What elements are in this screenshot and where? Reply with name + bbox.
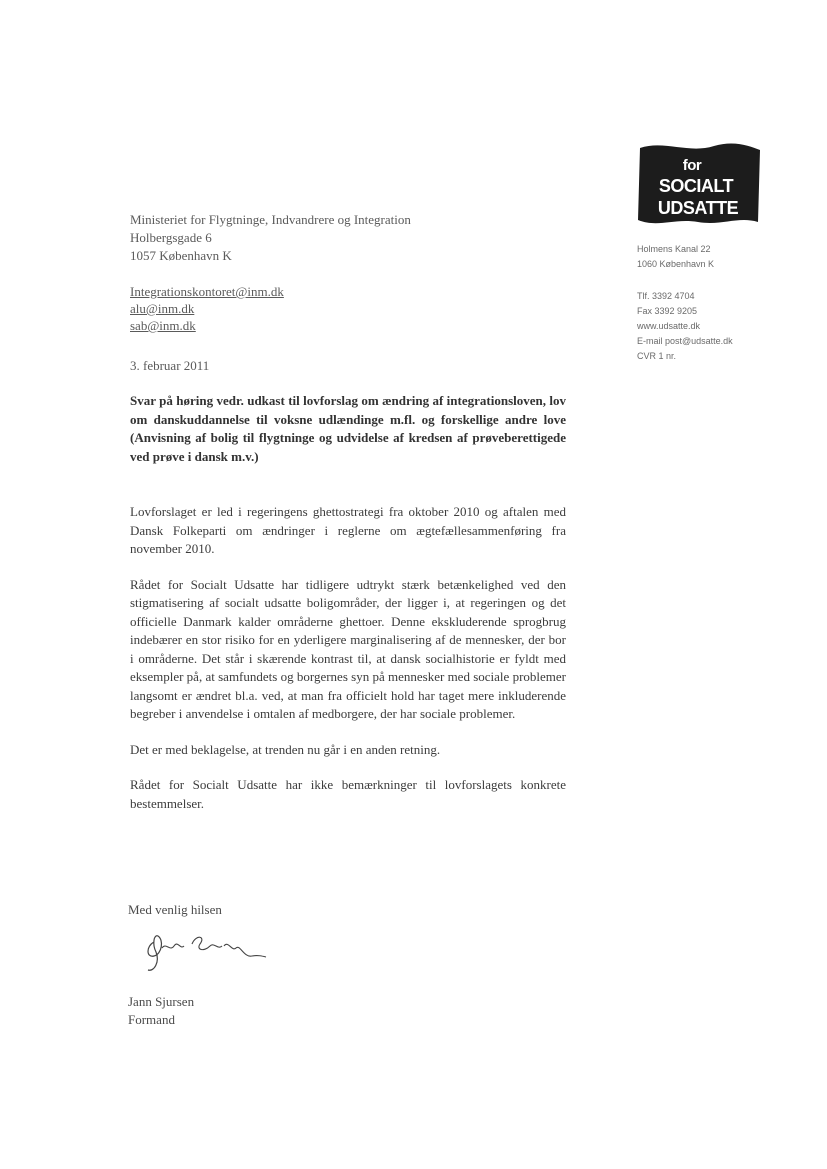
recipient-address <box>130 211 411 265</box>
email-link[interactable]: Integrationskontoret@inm.dk <box>130 284 284 299</box>
email-link[interactable]: sab@inm.dk <box>130 318 196 333</box>
body-paragraph: Det er med beklagelse, at trenden nu går i en anden retning. <box>130 741 441 757</box>
logo-word-socialt: SOCIALT <box>658 176 734 196</box>
sender-address-line2: 1060 København K <box>637 259 715 269</box>
recipient-city: 1057 København K <box>130 248 232 263</box>
recipient-street: Holbergsgade 6 <box>130 230 212 245</box>
sender-address-line1: Holmens Kanal 22 <box>637 244 711 254</box>
recipient-name: Ministeriet for Flygtninge, Indvandrere og Integration <box>130 212 411 227</box>
signer-name: Jann Sjursen <box>128 994 195 1009</box>
signer-title: Formand <box>128 1012 175 1027</box>
sender-email[interactable]: E-mail post@udsatte.dk <box>637 336 733 346</box>
body-paragraph: Rådet for Socialt Udsatte har tidligere udtrykt stærk betænkelighed ved den stigmatisering af socialt udsatte boligområder, der ligger i, at regeringen og det officielle Danmark kalder områderne ghettoer. Denne ekskluderende sprogbrug indebærer en stor risiko for en yderligere marginalisering af de mennesker, der bor i områderne. Det står i skærende kontrast til, at dansk socialhistorie er fyldt med eksempler på, at samfundets og borgernes syn på mennesker med sociale problemer langsomt er ændret bl.a. ved, at man fra officielt hold har taget mere inkluderende begreber i anvendelse i omtalen af medborgere, der har sociale problemer. <box>130 576 566 721</box>
sender-fax: Fax 3392 9205 <box>637 306 698 316</box>
sender-phone: Tlf. 3392 4704 <box>637 291 695 301</box>
logo-word-udsatte: UDSATTE <box>657 198 739 218</box>
closing-phrase: Med venlig hilsen <box>128 902 222 917</box>
sender-ref: CVR 1 nr. <box>637 351 677 361</box>
recipient-emails <box>130 283 284 334</box>
sender-info <box>637 242 733 364</box>
signer-block <box>128 993 194 1029</box>
logo-word-for: for <box>682 157 702 174</box>
handwritten-signature <box>140 922 270 982</box>
organization-logo <box>634 140 762 230</box>
email-link[interactable]: alu@inm.dk <box>130 301 195 316</box>
letter-subject: Svar på høring vedr. udkast til lovforslag om ændring af integrationsloven, lov om danskuddannelse til voksne udlændinge m.fl. og forskellige andre love (Anvisning af bolig til flygtninge og udvidelse af kredsen af prøveberettigede ved prøve i dansk m.v.) <box>130 393 566 464</box>
body-paragraph: Lovforslaget er led i regeringens ghettostrategi fra oktober 2010 og aftalen med Dansk Folkeparti om ændringer i reglerne om ægtefællesammenføring fra november 2010. <box>130 504 566 556</box>
sender-spacer <box>637 272 733 289</box>
letter-date: 3. februar 2011 <box>130 358 210 373</box>
body-paragraph: Rådet for Socialt Udsatte har ikke bemærkninger til lovforslagets konkrete bestemmelser. <box>130 777 566 811</box>
letter-body <box>130 503 566 830</box>
sender-web[interactable]: www.udsatte.dk <box>637 321 701 331</box>
